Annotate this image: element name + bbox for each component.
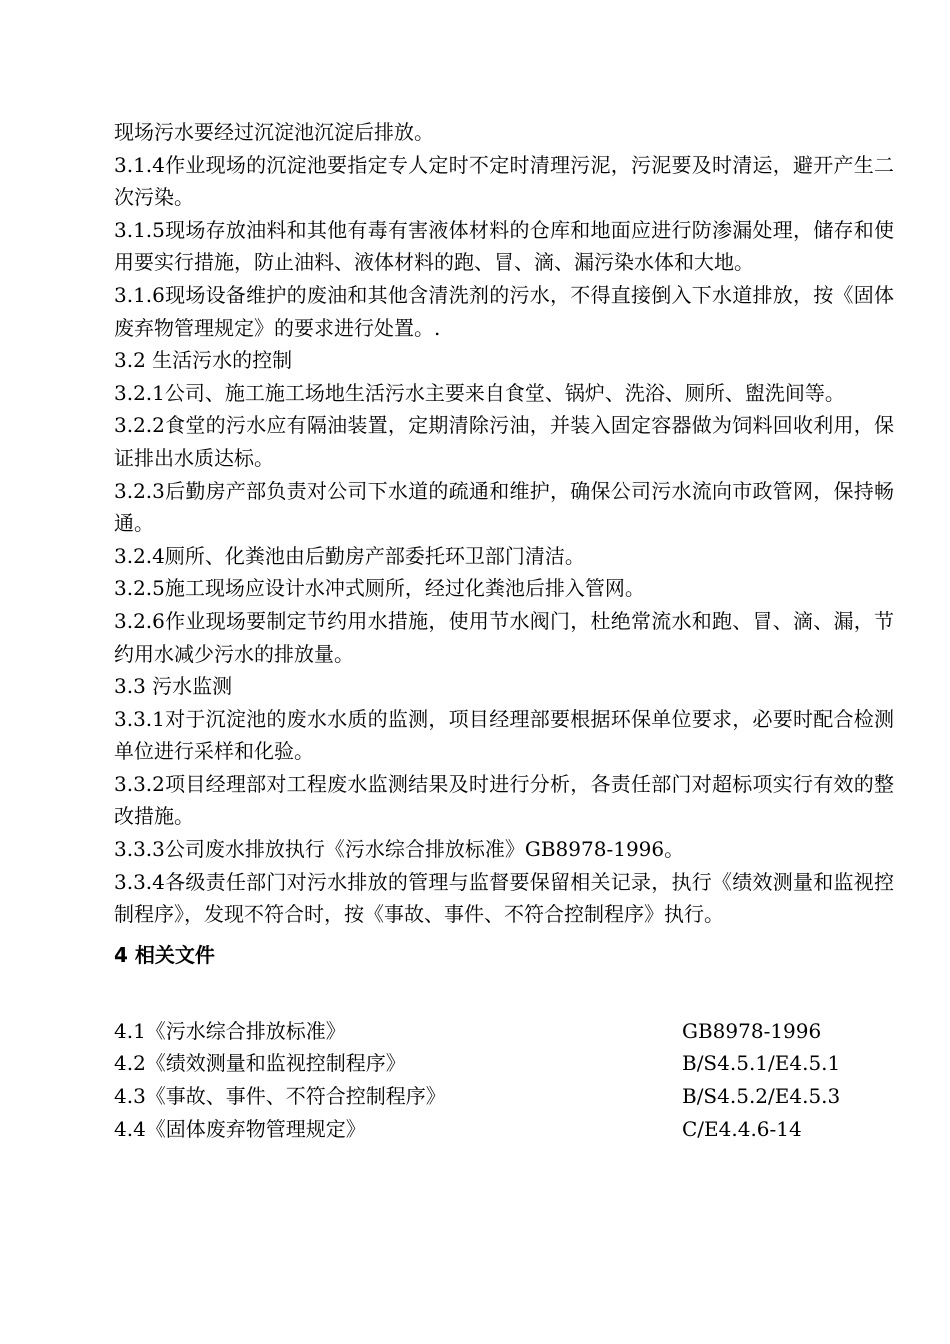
reference-row — [114, 1015, 894, 1048]
paragraph-3-3-1: 3.3.1对于沉淀池的废水水质的监测，项目经理部要根据环保单位要求，必要时配合检测单位进行采样和化验。 — [114, 706, 894, 764]
paragraph-3-1-5: 3.1.5现场存放油料和其他有毒有害液体材料的仓库和地面应进行防渗漏处理，储存和使用要实行措施，防止油料、液体材料的跑、冒、滴、漏污染水体和大地。 — [114, 217, 894, 275]
reference-title: 4.4《固体废弃物管理规定》 — [114, 1116, 366, 1141]
paragraph-3-1-4: 3.1.4作业现场的沉淀池要指定专人定时不定时清理污泥，污泥要及时清运，避开产生二次污染。 — [114, 152, 894, 210]
paragraph-3-3-2: 3.3.2项目经理部对工程废水监测结果及时进行分析，各责任部门对超标项实行有效的整改措施。 — [114, 771, 894, 829]
reference-code: C/E4.4.6-14 — [682, 1116, 802, 1141]
paragraph-3-3-4: 3.3.4各级责任部门对污水排放的管理与监督要保留相关记录，执行《绩效测量和监视控制程序》，发现不符合时，按《事故、事件、不符合控制程序》执行。 — [114, 869, 894, 927]
paragraph-3-2-5: 3.2.5施工现场应设计水冲式厕所，经过化粪池后排入管网。 — [114, 576, 645, 601]
reference-code: B/S4.5.1/E4.5.1 — [682, 1051, 841, 1076]
paragraph-3-2-3: 3.2.3后勤房产部负责对公司下水道的疏通和维护，确保公司污水流向市政管网，保持畅通。 — [114, 478, 894, 536]
paragraph-intro: 现场污水要经过沉淀池沉淀后排放。 — [114, 120, 434, 144]
paragraph-3-2-6: 3.2.6作业现场要制定节约用水措施，使用节水阀门，杜绝常流水和跑、冒、滴、漏，节约用水减少污水的排放量。 — [114, 608, 894, 666]
section-heading-related-documents: 4 相关文件 — [114, 942, 215, 967]
paragraph-3-3-3: 3.3.3公司废水排放执行《污水综合排放标准》GB8978-1996。 — [114, 837, 685, 862]
reference-title: 4.2《绩效测量和监视控制程序》 — [114, 1051, 406, 1076]
paragraph-3-2-1: 3.2.1公司、施工施工场地生活污水主要来自食堂、锅炉、洗浴、厕所、盥洗间等。 — [114, 380, 845, 405]
reference-row — [114, 1113, 894, 1146]
subsection-title-3-3: 3.3 污水监测 — [114, 674, 233, 699]
paragraph-3-2-4: 3.2.4厕所、化粪池由后勤房产部委托环卫部门清洁。 — [114, 543, 585, 568]
paragraph-3-2-2: 3.2.2食堂的污水应有隔油装置，定期清除污油，并装入固定容器做为饲料回收利用，保证排出水质达标。 — [114, 413, 894, 470]
reference-row — [114, 1047, 894, 1080]
reference-title: 4.3《事故、事件、不符合控制程序》 — [114, 1084, 446, 1109]
reference-code: B/S4.5.2/E4.5.3 — [682, 1084, 841, 1109]
reference-title: 4.1《污水综合排放标准》 — [114, 1018, 346, 1043]
reference-row — [114, 1080, 894, 1113]
document-page — [114, 116, 894, 1145]
subsection-title-3-2: 3.2 生活污水的控制 — [114, 348, 293, 373]
paragraph-3-1-6: 3.1.6现场设备维护的废油和其他含清洗剂的污水，不得直接倒入下水道排放，按《固体废弃物管理规定》的要求进行处置。. — [114, 282, 894, 340]
reference-code: GB8978-1996 — [682, 1018, 822, 1043]
reference-list — [114, 1015, 894, 1145]
